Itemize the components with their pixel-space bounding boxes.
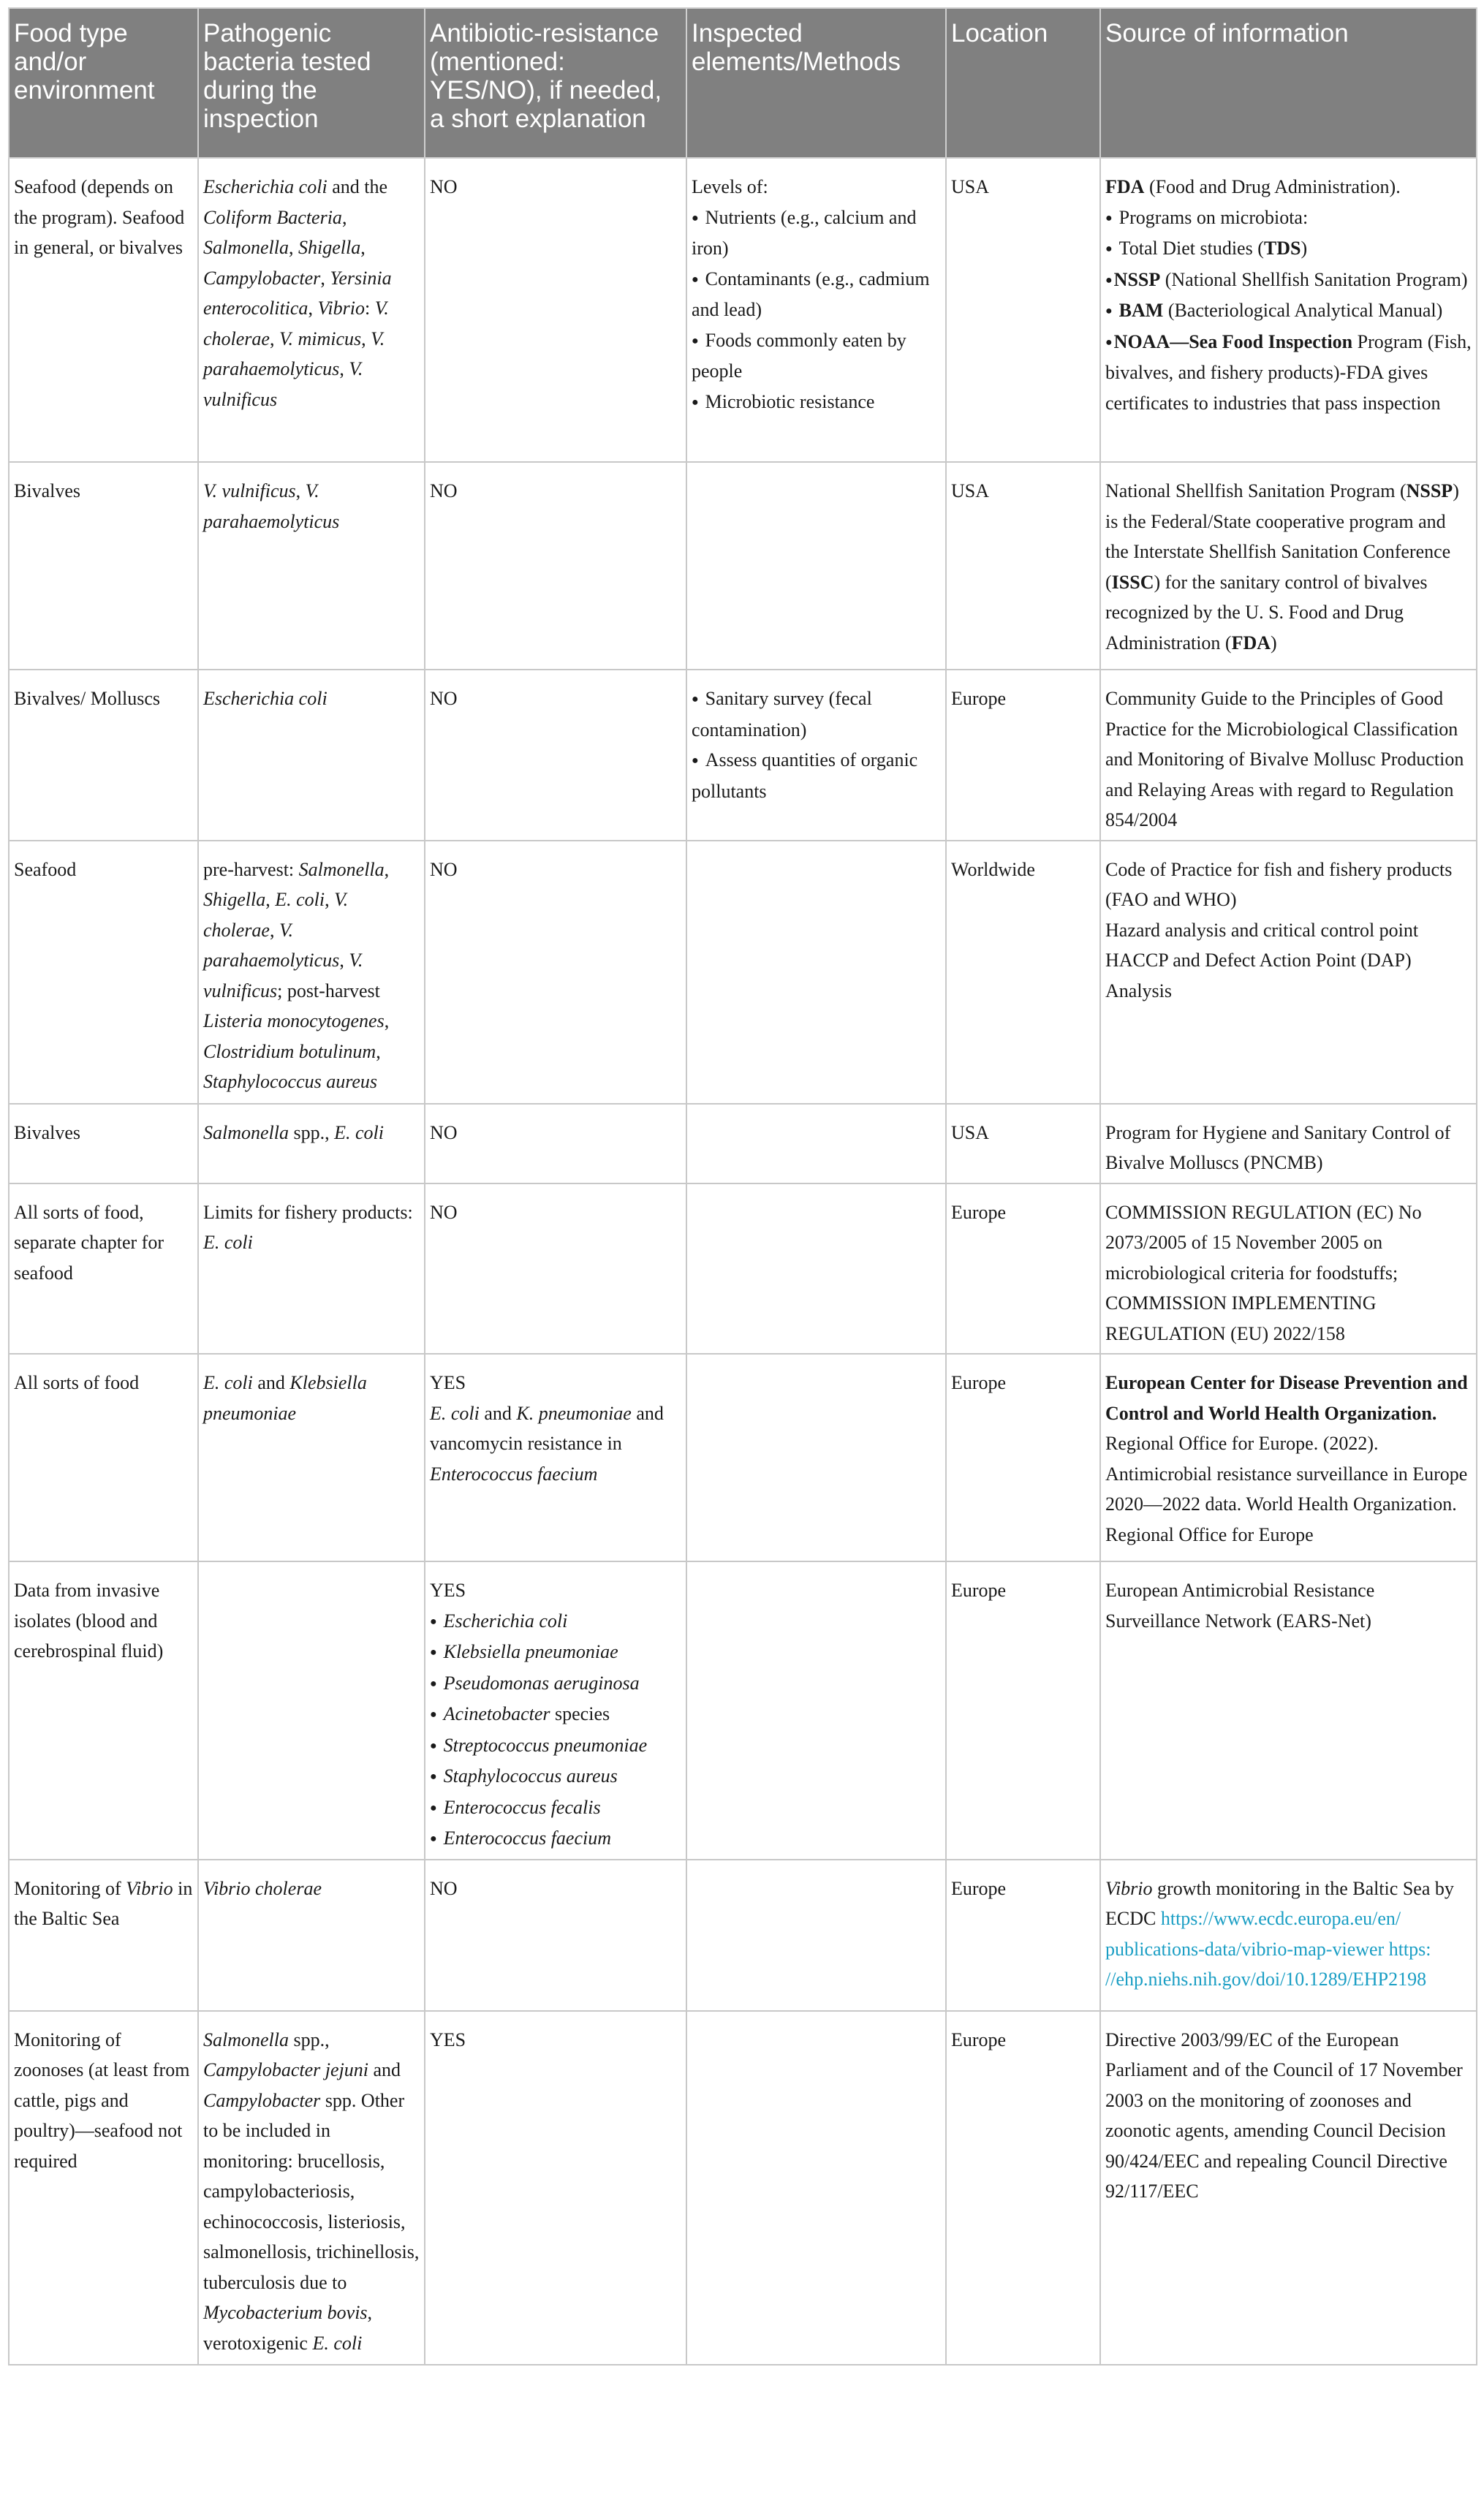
text-run: , xyxy=(325,889,335,910)
source-line xyxy=(1105,1197,1472,1349)
cell-methods xyxy=(686,1104,946,1183)
cell-source xyxy=(1100,1104,1477,1183)
source-line xyxy=(1105,1118,1472,1178)
cell-location: USA xyxy=(946,1104,1100,1183)
text-run: ) for the sanitary control of bivalves recognized by the U. S. Food and Drug Administration ( xyxy=(1105,571,1428,654)
source-line xyxy=(1105,1368,1472,1550)
table-row xyxy=(9,1104,1477,1183)
resistance-line xyxy=(430,1874,681,1904)
text-run: , xyxy=(308,298,318,319)
text-run: ) xyxy=(1301,238,1308,259)
text-run: NO xyxy=(430,1877,458,1899)
text-run: V. vulnificus xyxy=(203,480,296,501)
food-text: Data from invasive isolates (blood and cerebrospinal fluid) xyxy=(14,1580,164,1662)
text-run: NSSP xyxy=(1406,480,1453,501)
cell-pathogens xyxy=(198,158,425,462)
text-run: (Bacteriological Analytical Manual) xyxy=(1163,300,1443,321)
text-run: Shigella xyxy=(298,237,361,258)
table-body xyxy=(9,158,1477,2365)
cell-pathogens xyxy=(198,841,425,1104)
table-row xyxy=(9,1183,1477,1355)
cell-location: Europe xyxy=(946,1561,1100,1860)
cell-methods xyxy=(686,670,946,841)
text-run: Sanitary survey (fecal contamination) xyxy=(692,688,872,740)
cell-methods xyxy=(686,462,946,670)
cell-pathogens xyxy=(198,1561,425,1860)
text-run: ) xyxy=(1271,632,1277,654)
text-run: Total Diet studies ( xyxy=(1118,238,1264,259)
text-run: Salmonella xyxy=(203,237,289,258)
cell-location: Europe xyxy=(946,1354,1100,1561)
text-run: spp. Other to be included in monitoring: brucellosis, campylobacteriosis, echinococcosis, listeriosis, salmonellosis, trichinellosis, tuberculosis due to xyxy=(203,2089,420,2293)
text-run: Vibrio xyxy=(126,1877,173,1899)
text-run: COMMISSION REGULATION (EC) No 2073/2005 of 15 November 2005 on microbiological criteria for foodstuffs; COMMISSION IMPLEMENTING REGULATION (EU) 2022/158 xyxy=(1105,1201,1422,1344)
method-bullet-item xyxy=(692,745,941,806)
resistance-line xyxy=(430,172,681,202)
cell-methods xyxy=(686,1354,946,1561)
resistance-line xyxy=(430,2025,681,2056)
text-run: Salmonella xyxy=(298,858,385,880)
resistance-list-item xyxy=(430,1761,681,1792)
text-run: Campylobacter xyxy=(203,2089,321,2111)
text-run: Salmonella xyxy=(203,1121,289,1143)
text-run: Directive 2003/99/EC of the European Parliament and of the Council of 17 November 2003 on the monitoring of zoonoses and zoonotic agents, amending Council Decision 90/424/EEC and repealing Council Directive 92/117/EEC xyxy=(1105,2029,1463,2202)
cell-methods xyxy=(686,1561,946,1860)
text-run: NOAA—Sea Food Inspection xyxy=(1113,330,1353,352)
cell-resistance xyxy=(425,1104,686,1183)
text-run: in the Baltic Sea xyxy=(14,1877,193,1929)
resistance-line xyxy=(430,1197,681,1228)
text-run: Salmonella xyxy=(203,2029,289,2050)
text-run: Vibrio cholerae xyxy=(203,1877,322,1899)
text-run: Assess quantities of organic pollutants xyxy=(692,749,918,802)
resistance-list-item xyxy=(430,1668,681,1700)
cell-location: USA xyxy=(946,158,1100,462)
source-bullet-item xyxy=(1105,295,1472,327)
cell-methods xyxy=(686,158,946,462)
cell-food-type xyxy=(9,1561,198,1860)
text-run: , verotoxigenic xyxy=(203,2302,373,2354)
text-run: E. coli xyxy=(203,1372,253,1393)
cell-pathogens xyxy=(198,462,425,670)
text-run: European Antimicrobial Resistance Surveillance Network (EARS-Net) xyxy=(1105,1580,1375,1632)
cell-resistance xyxy=(425,1561,686,1860)
cell-pathogens xyxy=(198,1354,425,1561)
organism-name: Enterococcus fecalis xyxy=(443,1796,601,1818)
data-table xyxy=(8,7,1477,2365)
resistance-line xyxy=(430,683,681,714)
cell-food-type xyxy=(9,841,198,1104)
text-run: Community Guide to the Principles of Good Practice for the Microbiological Classification and Monitoring of Bivalve Mollusc Production and Relaying Areas with regard to Regulation 854/2004 xyxy=(1105,688,1464,830)
table-row xyxy=(9,2011,1477,2365)
cell-location: Worldwide xyxy=(946,841,1100,1104)
table-header xyxy=(9,8,1477,158)
text-run: , xyxy=(341,206,347,228)
text-run: Escherichia coli xyxy=(203,688,328,709)
cell-source xyxy=(1100,1354,1477,1561)
cell-methods xyxy=(686,1860,946,2011)
organism-name: Klebsiella pneumoniae xyxy=(443,1641,618,1662)
cell-food-type xyxy=(9,462,198,670)
text-run: YES xyxy=(430,2029,466,2050)
header-row xyxy=(9,8,1477,158)
cell-source xyxy=(1100,841,1477,1104)
text-run: ) is the Federal/State cooperative program and the Interstate Shellfish Sanitation Conference ( xyxy=(1105,480,1459,593)
text-run: V. cholerae xyxy=(203,298,389,349)
text-run: , xyxy=(289,237,298,258)
table-row xyxy=(9,670,1477,841)
cell-food-type xyxy=(9,1104,198,1183)
cell-location: Europe xyxy=(946,670,1100,841)
text-run: Program (Fish, bivalves, and fishery products)-FDA gives certificates to industries that pass inspection xyxy=(1105,330,1472,414)
food-text: Bivalves xyxy=(14,1121,80,1143)
cell-resistance xyxy=(425,1860,686,2011)
cell-location: USA xyxy=(946,462,1100,670)
text-run: Listeria monocytogenes xyxy=(203,1010,385,1031)
text-run: , xyxy=(295,480,306,501)
cell-resistance xyxy=(425,841,686,1104)
text-run: Yersinia enterocolitica xyxy=(203,267,392,319)
text-run: Campylobacter xyxy=(203,267,321,289)
cell-food-type xyxy=(9,1183,198,1355)
cell-methods xyxy=(686,841,946,1104)
cell-resistance xyxy=(425,158,686,462)
text-run: NO xyxy=(430,176,458,197)
text-run: Shigella xyxy=(203,889,266,910)
cell-source xyxy=(1100,670,1477,841)
text-run: , xyxy=(339,950,349,971)
source-bullet-item xyxy=(1105,327,1472,419)
text-run: , xyxy=(384,1010,390,1031)
text-run: E. coli xyxy=(430,1402,480,1424)
cell-source xyxy=(1100,462,1477,670)
cell-resistance xyxy=(425,462,686,670)
text-run: Vibrio xyxy=(1105,1877,1153,1899)
text-run: and xyxy=(479,1402,517,1424)
source-bullet-item xyxy=(1105,202,1472,234)
text-run: V. parahaemolyticus xyxy=(203,327,385,379)
text-run: pre-harvest: xyxy=(203,858,299,880)
resistance-line xyxy=(430,1575,681,1606)
cell-location: Europe xyxy=(946,1183,1100,1355)
source-line xyxy=(1105,915,1472,1007)
cell-location: Europe xyxy=(946,1860,1100,2011)
resistance-line xyxy=(430,855,681,885)
text-run: V. mimicus xyxy=(279,327,362,349)
cell-pathogens xyxy=(198,2011,425,2365)
text-run: and vancomycin resistance in xyxy=(430,1402,664,1454)
text-run: V. vulnificus xyxy=(203,950,363,1001)
cell-food-type xyxy=(9,2011,198,2365)
text-run: Regional Office for Europe. (2022). Antimicrobial resistance surveillance in Europe 2020—2022 data. World Health Organization. Regional Office for Europe xyxy=(1105,1433,1468,1545)
organism-name: Pseudomonas aeruginosa xyxy=(443,1672,640,1694)
text-run: Nutrients (e.g., calcium and iron) xyxy=(692,206,917,259)
text-run: NO xyxy=(430,1201,458,1223)
source-line xyxy=(1105,855,1472,915)
source-line xyxy=(1105,476,1472,658)
text-run: V. cholerae xyxy=(203,889,349,941)
text-run: FDA xyxy=(1231,632,1271,654)
resistance-list-item xyxy=(430,1637,681,1668)
header-inspected-methods: Inspected elements/Methods xyxy=(686,8,946,158)
cell-source xyxy=(1100,1183,1477,1355)
source-bullet-item xyxy=(1105,265,1472,296)
text-run: V. parahaemolyticus xyxy=(203,919,340,971)
resistance-list-item xyxy=(430,1823,681,1855)
method-bullet-item xyxy=(692,264,941,325)
text-run: E. coli xyxy=(334,1121,384,1143)
text-run: V. parahaemolyticus xyxy=(203,480,340,532)
text-run: Mycobacterium bovis xyxy=(203,2302,368,2323)
text-run: YES xyxy=(430,1372,466,1393)
text-run: BAM xyxy=(1118,300,1164,321)
text-run: (Food and Drug Administration). xyxy=(1144,176,1401,197)
cell-methods xyxy=(686,1183,946,1355)
text-run: spp., xyxy=(289,1121,335,1143)
text-run: Hazard analysis and critical control point HACCP and Defect Action Point (DAP) Analysis xyxy=(1105,919,1419,1001)
text-run: Levels of: xyxy=(692,176,768,197)
source-line xyxy=(1105,1575,1472,1636)
text-run: spp., xyxy=(289,2029,330,2050)
text-run: , xyxy=(384,858,390,880)
cell-pathogens xyxy=(198,1183,425,1355)
source-bullet-item xyxy=(1105,233,1472,265)
food-text: Bivalves/ Molluscs xyxy=(14,688,161,709)
text-run: K. pneumoniae xyxy=(516,1402,632,1424)
source-line xyxy=(1105,2025,1472,2207)
food-text: Seafood xyxy=(14,858,77,880)
source-line xyxy=(1105,1874,1472,1995)
cell-source xyxy=(1100,2011,1477,2365)
header-pathogenic-bacteria: Pathogenic bacteria tested during the inspection xyxy=(198,8,425,158)
text-run: Klebsiella pneumoniae xyxy=(203,1372,367,1424)
text-run: , xyxy=(376,1040,381,1062)
method-bullet-item xyxy=(692,202,941,264)
text-run: Coliform Bacteria xyxy=(203,206,342,228)
organism-name: Enterococcus faecium xyxy=(443,1827,612,1849)
cell-resistance xyxy=(425,2011,686,2365)
text-run: ISSC xyxy=(1111,571,1154,593)
resistance-list-item xyxy=(430,1730,681,1762)
text-run: Monitoring of xyxy=(14,1877,126,1899)
cell-source xyxy=(1100,1561,1477,1860)
text-run: European Center for Disease Prevention and Control and World Health Organization. xyxy=(1105,1372,1468,1424)
food-text: Bivalves xyxy=(14,480,80,501)
text-run: Limits for fishery products: xyxy=(203,1201,413,1223)
text-run: and xyxy=(252,1372,290,1393)
text-run: NO xyxy=(430,1121,458,1143)
organism-name: Streptococcus pneumoniae xyxy=(443,1734,648,1756)
source-line xyxy=(1105,172,1472,202)
cell-food-type xyxy=(9,670,198,841)
cell-resistance xyxy=(425,670,686,841)
text-run: Staphylococcus aureus xyxy=(203,1071,378,1092)
cell-source xyxy=(1100,158,1477,462)
cell-resistance xyxy=(425,1183,686,1355)
resistance-list-item xyxy=(430,1792,681,1824)
food-text: All sorts of food xyxy=(14,1372,140,1393)
text-run: NO xyxy=(430,858,458,880)
organism-name: Escherichia coli xyxy=(443,1610,568,1632)
method-line xyxy=(692,172,941,202)
table-row xyxy=(9,158,1477,462)
method-bullet-item xyxy=(692,683,941,745)
text-run: Program for Hygiene and Sanitary Control of Bivalve Molluscs (PNCMB) xyxy=(1105,1121,1451,1173)
source-line xyxy=(1105,683,1472,836)
cell-pathogens xyxy=(198,670,425,841)
cell-location: Europe xyxy=(946,2011,1100,2365)
resistance-list-item xyxy=(430,1606,681,1637)
text-run: Contaminants (e.g., cadmium and lead) xyxy=(692,268,930,320)
text-run: Programs on microbiota: xyxy=(1118,206,1309,228)
food-text: Seafood (depends on the program). Seafood in general, or bivalves xyxy=(14,176,185,258)
text-run: YES xyxy=(430,1580,466,1601)
cell-resistance xyxy=(425,1354,686,1561)
text-run: NO xyxy=(430,480,458,501)
cell-pathogens xyxy=(198,1860,425,2011)
text-run: E. coli xyxy=(312,2332,363,2354)
header-antibiotic-resistance: Antibiotic-resistance (mentioned: YES/NO), if needed, a short explanation xyxy=(425,8,686,158)
text-run: Vibrio xyxy=(317,298,365,319)
text-run: Clostridium botulinum xyxy=(203,1040,376,1062)
text-run: , xyxy=(361,327,371,349)
cell-food-type xyxy=(9,1354,198,1561)
resistance-line xyxy=(430,1368,681,1398)
cell-methods xyxy=(686,2011,946,2365)
text-run: Code of Practice for fish and fishery products (FAO and WHO) xyxy=(1105,858,1453,910)
text-run: and the xyxy=(327,176,387,197)
food-text: All sorts of food, separate chapter for seafood xyxy=(14,1201,164,1284)
text-run: FDA xyxy=(1105,176,1145,197)
cell-pathogens xyxy=(198,1104,425,1183)
text-run: , xyxy=(360,237,366,258)
text-run: Foods commonly eaten by people xyxy=(692,329,906,382)
food-text: Monitoring of zoonoses (at least from cattle, pigs and poultry)—seafood not required xyxy=(14,2029,190,2172)
cell-source xyxy=(1100,1860,1477,2011)
resistance-list-item xyxy=(430,1699,681,1730)
header-food-type: Food type and/or environment xyxy=(9,8,198,158)
table-row xyxy=(9,1354,1477,1561)
text-run: Escherichia coli xyxy=(203,176,328,197)
text-run: growth monitoring in the Baltic Sea by ECDC xyxy=(1105,1877,1454,1929)
text-run: , xyxy=(265,889,276,910)
text-run: NSSP xyxy=(1113,268,1161,290)
table-row xyxy=(9,462,1477,670)
header-source: Source of information xyxy=(1100,8,1477,158)
header-location: Location xyxy=(946,8,1100,158)
source-link[interactable]: https://www.ecdc.europa.eu/en/ publications-data/vibrio-map-viewer https: //ehp.niehs.nih.gov/doi/10.1289/EHP2198 xyxy=(1105,1908,1431,1990)
organism-name: Acinetobacter xyxy=(443,1703,550,1724)
text-run: , xyxy=(339,358,349,379)
table-row xyxy=(9,1561,1477,1860)
text-run: NO xyxy=(430,688,458,709)
text-run: TDS xyxy=(1263,238,1301,259)
text-run: Microbiotic resistance xyxy=(705,390,875,412)
text-run: , xyxy=(320,267,330,289)
table-row xyxy=(9,841,1477,1104)
text-run: species xyxy=(550,1703,610,1724)
text-run: , xyxy=(269,327,279,349)
resistance-line xyxy=(430,1118,681,1148)
text-run: (National Shellfish Sanitation Program) xyxy=(1160,268,1468,290)
organism-name: Staphylococcus aureus xyxy=(443,1765,618,1787)
text-run: ; post-harvest xyxy=(277,980,380,1001)
method-bullet-item xyxy=(692,387,941,418)
text-run: : xyxy=(364,298,375,319)
text-run: E. coli xyxy=(203,1232,253,1253)
text-run: Campylobacter jejuni xyxy=(203,2059,369,2080)
table-row xyxy=(9,1860,1477,2011)
text-run: Enterococcus faecium xyxy=(430,1463,598,1485)
text-run: , xyxy=(269,919,279,941)
method-bullet-item xyxy=(692,325,941,387)
text-run: National Shellfish Sanitation Program ( xyxy=(1105,480,1407,501)
cell-food-type xyxy=(9,1860,198,2011)
text-run: V. vulnificus xyxy=(203,358,363,410)
cell-food-type xyxy=(9,158,198,462)
text-run: and xyxy=(368,2059,401,2080)
resistance-line xyxy=(430,1398,681,1490)
text-run: E. coli xyxy=(275,889,325,910)
resistance-line xyxy=(430,476,681,507)
